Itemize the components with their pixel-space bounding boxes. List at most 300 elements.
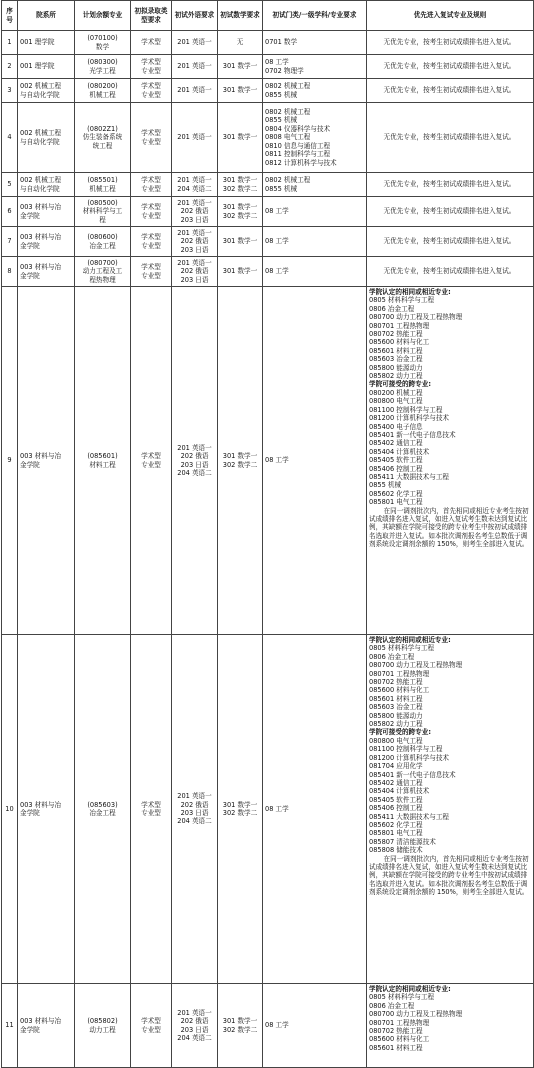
cell-line: 085602 化学工程 — [369, 820, 423, 829]
cell-line: 085404 计算机技术 — [369, 447, 430, 456]
no-cell: 1 — [2, 31, 18, 55]
dept-cell — [18, 227, 75, 257]
cell-line: 085601 材料工程 — [369, 694, 423, 703]
math-cell — [218, 227, 263, 257]
cell-line: 001 理学院 — [20, 62, 55, 71]
cell-line: 080702 热能工程 — [369, 678, 423, 687]
cell-line: 专业型 — [141, 90, 161, 99]
cell-line: (085802) — [87, 1017, 118, 1026]
major-cell — [75, 173, 131, 197]
cell-line: 学术型 — [141, 176, 161, 185]
cell-line: 201 英语一 — [177, 792, 212, 801]
cell-line: 冶金工程 — [89, 809, 116, 817]
cell-line: 301 数学一 — [222, 800, 258, 809]
cell-line: 301 数学一 — [222, 203, 258, 212]
rule-cell — [367, 257, 534, 287]
major-cell — [75, 227, 131, 257]
cell-line: 0855 机械 — [265, 116, 298, 125]
dept-cell — [18, 984, 75, 1068]
cell-line: 学院认定的相同或相近专业: — [369, 985, 451, 993]
dept-cell — [18, 287, 75, 635]
math-cell — [218, 287, 263, 635]
cell-line: 302 数学二 — [222, 460, 258, 469]
type-cell — [131, 984, 172, 1068]
cell-line: 专业型 — [141, 211, 161, 220]
rule-text: 无优先专业，按考生初试成绩排名进入复试。 — [383, 133, 516, 142]
cell-line: 与自动化学院 — [20, 184, 60, 193]
major-cell — [75, 79, 131, 103]
cell-line: 201 英语一 — [177, 1008, 212, 1017]
cell-line: 金学院 — [20, 271, 40, 280]
cell-line: 材料工程 — [89, 460, 116, 469]
cell-line: 203 日语 — [180, 809, 209, 817]
subject-cell — [263, 103, 367, 173]
cell-line: 085405 软件工程 — [369, 456, 423, 465]
cell-line: 080701 工程热物理 — [369, 321, 430, 330]
cell-line: 085807 清洁能源技术 — [369, 837, 436, 846]
rule-text: 在同一调剂批次内，首先相同或相近专业考生按初试成绩排名进入复试，如进入复试考生数未达到复试比例，其缺额在学院可接受的跨专业考生中按初试成绩排名选取并进入复试。如本批次调剂报名考生总数低于调剂系统设定调剂余额的 150%，则考生全部进入复试。 — [369, 506, 529, 549]
cell-line: 动力工程及工 — [82, 267, 123, 276]
header-row — [2, 1, 534, 31]
math-cell — [218, 31, 263, 55]
subject-cell — [263, 227, 367, 257]
cell-line: 085404 计算机技术 — [369, 787, 430, 796]
cell-line: 材料科学与工 — [82, 207, 123, 216]
cell-line: (080200) — [87, 82, 118, 91]
no-cell: 5 — [2, 173, 18, 197]
table-row — [2, 31, 534, 55]
foreign-lang-cell — [172, 55, 218, 79]
type-cell — [131, 79, 172, 103]
cell-line: 085405 软件工程 — [369, 795, 423, 804]
rule-cell — [367, 31, 534, 55]
cell-line: 201 英语一 — [177, 38, 212, 47]
major-cell — [75, 984, 131, 1068]
cell-line: 专业型 — [141, 184, 161, 193]
cell-line: 085808 储能技术 — [369, 846, 423, 855]
cell-line: 080701 工程热物理 — [369, 669, 430, 678]
cell-line: 程热物理 — [89, 275, 116, 284]
table-row — [2, 103, 534, 173]
cell-line: 08 工学 — [265, 1021, 289, 1030]
cell-line: 仿生装备系统 — [82, 133, 123, 142]
table-row — [2, 287, 534, 635]
cell-line: 学术型 — [141, 129, 161, 138]
cell-line: 学术型 — [141, 263, 161, 272]
cell-line: 085400 电子信息 — [369, 422, 423, 431]
cell-line: 0812 计算机科学与技术 — [265, 158, 337, 167]
no-cell: 2 — [2, 55, 18, 79]
major-cell — [75, 31, 131, 55]
cell-line: 003 材料与冶 — [20, 263, 62, 272]
cell-line: 080700 动力工程及工程热物理 — [369, 1010, 463, 1019]
cell-line: 0805 材料科学与工程 — [369, 296, 435, 305]
subject-cell — [263, 31, 367, 55]
header-cell: 院系所 — [18, 1, 75, 31]
cell-line: 201 英语一 — [177, 133, 212, 142]
cell-line: 与自动化学院 — [20, 90, 60, 99]
cell-line: 0805 材料科学与工程 — [369, 644, 435, 653]
cell-line: (080600) — [87, 233, 118, 242]
rule-cell — [367, 103, 534, 173]
math-cell — [218, 197, 263, 227]
type-cell — [131, 197, 172, 227]
dept-cell — [18, 103, 75, 173]
cell-line: 204 英语二 — [177, 468, 212, 477]
subject-cell — [263, 197, 367, 227]
cell-line: (0802Z1) — [87, 124, 118, 133]
cell-line: 0802 机械工程 — [265, 176, 311, 185]
cell-line: 003 材料与冶 — [20, 800, 62, 809]
cell-line: (070100) — [87, 34, 118, 43]
header-cell: 初拟录取类型要求 — [131, 1, 172, 31]
math-cell — [218, 984, 263, 1068]
cell-line: 金学院 — [20, 241, 40, 250]
cell-line: 专业型 — [141, 137, 161, 146]
cell-line: 085603 冶金工程 — [369, 703, 423, 712]
cell-line: 301 数学一 — [222, 176, 258, 185]
rule-text: 无优先专业，按考生初试成绩排名进入复试。 — [383, 38, 516, 47]
cell-line: 081100 控制科学与工程 — [369, 405, 443, 414]
cell-line: 201 英语一 — [177, 258, 212, 267]
table-row — [2, 257, 534, 287]
cell-line: 302 数学二 — [222, 211, 258, 220]
cell-line: 203 日语 — [180, 1025, 209, 1034]
cell-line: 08 工学 — [265, 58, 289, 67]
cell-line: 085600 材料与化工 — [369, 338, 430, 347]
foreign-lang-cell — [172, 173, 218, 197]
rule-text: 无优先专业，按考生初试成绩排名进入复试。 — [383, 237, 516, 246]
cell-line: 203 日语 — [180, 215, 209, 224]
cell-line: 0810 信息与通信工程 — [265, 141, 331, 150]
cell-line: 203 日语 — [180, 460, 209, 469]
math-cell — [218, 173, 263, 197]
dept-cell — [18, 257, 75, 287]
cell-line: 080702 热能工程 — [369, 330, 423, 339]
cell-line: 085411 大数据技术与工程 — [369, 472, 450, 481]
no-cell: 8 — [2, 257, 18, 287]
cell-line: 专业型 — [141, 271, 161, 280]
cell-line: 0701 数学 — [265, 38, 298, 47]
cell-line: 学术型 — [141, 38, 161, 47]
cell-line: 201 英语一 — [177, 228, 212, 237]
cell-line: 0806 冶金工程 — [369, 1001, 415, 1010]
cell-line: 002 机械工程 — [20, 82, 62, 91]
cell-line: 程 — [99, 215, 106, 224]
rule-cell — [367, 984, 534, 1068]
cell-line: 001 理学院 — [20, 38, 55, 47]
header-cell: 优先进入复试专业及规则 — [367, 1, 534, 31]
foreign-lang-cell — [172, 287, 218, 635]
major-cell — [75, 103, 131, 173]
cell-line: 学术型 — [141, 233, 161, 242]
cell-line: 085600 材料与化工 — [369, 686, 430, 695]
cell-line: (080500) — [87, 198, 118, 207]
no-cell: 4 — [2, 103, 18, 173]
no-cell: 11 — [2, 984, 18, 1068]
header-cell: 初试外语要求 — [172, 1, 218, 31]
dept-cell — [18, 635, 75, 984]
rule-cell — [367, 197, 534, 227]
cell-line: 080800 电气工程 — [369, 736, 423, 745]
cell-line: 08 工学 — [265, 237, 289, 246]
cell-line: (085601) — [87, 452, 118, 461]
cell-line: 学术型 — [141, 800, 161, 809]
math-cell — [218, 103, 263, 173]
header-cell: 序号 — [2, 1, 18, 31]
cell-line: 002 机械工程 — [20, 176, 62, 185]
math-cell — [218, 55, 263, 79]
no-cell: 9 — [2, 287, 18, 635]
cell-line: 003 材料与冶 — [20, 233, 62, 242]
cell-line: 085601 材料工程 — [369, 1043, 423, 1052]
foreign-lang-cell — [172, 227, 218, 257]
adjustment-table — [1, 0, 534, 1068]
cell-line: 081100 控制科学与工程 — [369, 745, 443, 754]
rule-text: 无优先专业，按考生初试成绩排名进入复试。 — [383, 62, 516, 71]
type-cell — [131, 31, 172, 55]
rule-text: 无优先专业，按考生初试成绩排名进入复试。 — [383, 180, 516, 189]
cell-line: 085602 化学工程 — [369, 489, 423, 498]
math-cell — [218, 257, 263, 287]
cell-line: 08 工学 — [265, 267, 289, 276]
table-row — [2, 227, 534, 257]
cell-line: 201 英语一 — [177, 86, 212, 95]
header-cell: 初试数学要求 — [218, 1, 263, 31]
foreign-lang-cell — [172, 197, 218, 227]
table-row — [2, 197, 534, 227]
cell-line: 学院可接受的跨专业: — [369, 728, 431, 737]
cell-line: 204 英语二 — [177, 184, 212, 193]
rule-cell — [367, 635, 534, 984]
cell-line: 光学工程 — [89, 66, 116, 75]
cell-line: 学院认定的相同或相近专业: — [369, 636, 451, 644]
cell-line: 金学院 — [20, 809, 40, 817]
cell-line: (085603) — [87, 800, 118, 809]
header-cell: 初试门类/一级学科/专业要求 — [263, 1, 367, 31]
foreign-lang-cell — [172, 103, 218, 173]
cell-line: 085401 新一代电子信息技术 — [369, 770, 456, 779]
table-row — [2, 55, 534, 79]
header-cell: 计划余额专业 — [75, 1, 131, 31]
dept-cell — [18, 79, 75, 103]
table-body — [2, 31, 534, 1068]
cell-line: 080200 机械工程 — [369, 388, 423, 397]
cell-line: 机械工程 — [89, 184, 116, 193]
table-row — [2, 635, 534, 984]
subject-cell — [263, 635, 367, 984]
cell-line: (080300) — [87, 58, 118, 67]
type-cell — [131, 257, 172, 287]
cell-line: (080700) — [87, 258, 118, 267]
dept-cell — [18, 173, 75, 197]
dept-cell — [18, 31, 75, 55]
cell-line: 085603 冶金工程 — [369, 355, 423, 364]
cell-line: 专业型 — [141, 1025, 161, 1034]
subject-cell — [263, 287, 367, 635]
subject-cell — [263, 79, 367, 103]
cell-line: 0702 物理学 — [265, 66, 304, 75]
cell-line: 085802 动力工程 — [369, 720, 423, 729]
cell-line: 081704 应用化学 — [369, 762, 423, 771]
major-cell — [75, 197, 131, 227]
rule-text: 在同一调剂批次内，首先相同或相近专业考生按初试成绩排名进入复试，如进入复试考生数未达到复试比例，其缺额在学院可接受的跨专业考生中按初试成绩排名选取并进入复试。如本批次调剂报名考生总数低于调剂系统设定调剂余额的 150%，则考生全部进入复试。 — [369, 854, 529, 897]
table-row — [2, 984, 534, 1068]
cell-line: 204 英语二 — [177, 1033, 212, 1042]
subject-cell — [263, 173, 367, 197]
cell-line: 302 数学二 — [222, 1025, 258, 1034]
cell-line: 专业型 — [141, 809, 161, 817]
major-cell — [75, 287, 131, 635]
cell-line: 085801 电气工程 — [369, 498, 423, 507]
no-cell: 10 — [2, 635, 18, 984]
cell-line: 201 英语一 — [177, 62, 212, 71]
foreign-lang-cell — [172, 257, 218, 287]
cell-line: 202 俄语 — [180, 267, 209, 276]
type-cell — [131, 103, 172, 173]
cell-line: 301 数学一 — [222, 452, 258, 461]
cell-line: 学院认定的相同或相近专业: — [369, 288, 451, 296]
cell-line: 0802 机械工程 — [265, 82, 311, 91]
cell-line: 学术型 — [141, 58, 161, 67]
cell-line: 金学院 — [20, 211, 40, 220]
cell-line: 202 俄语 — [180, 452, 209, 461]
cell-line: (085501) — [87, 176, 118, 185]
cell-line: 专业型 — [141, 241, 161, 250]
no-cell: 3 — [2, 79, 18, 103]
cell-line: 学术型 — [141, 82, 161, 91]
cell-line: 动力工程 — [89, 1025, 116, 1034]
dept-cell — [18, 55, 75, 79]
cell-line: 专业型 — [141, 66, 161, 75]
rule-text: 无优先专业，按考生初试成绩排名进入复试。 — [383, 86, 516, 95]
cell-line: 085600 材料与化工 — [369, 1035, 430, 1044]
subject-cell — [263, 257, 367, 287]
rule-cell — [367, 79, 534, 103]
math-cell — [218, 635, 263, 984]
cell-line: 0805 材料科学与工程 — [369, 993, 435, 1002]
cell-line: 080702 热能工程 — [369, 1027, 423, 1036]
cell-line: 0811 控制科学与工程 — [265, 150, 331, 159]
cell-line: 301 数学一 — [222, 86, 258, 95]
type-cell — [131, 227, 172, 257]
cell-line: 金学院 — [20, 460, 40, 469]
cell-line: 学术型 — [141, 1017, 161, 1026]
cell-line: 08 工学 — [265, 207, 289, 216]
cell-line: 085800 能源动力 — [369, 711, 423, 720]
cell-line: 203 日语 — [180, 275, 209, 284]
cell-line: 080700 动力工程及工程热物理 — [369, 661, 463, 670]
cell-line: 统工程 — [92, 141, 113, 150]
cell-line: 003 材料与冶 — [20, 203, 62, 212]
cell-line: 085402 通信工程 — [369, 439, 423, 448]
cell-line: 085406 控制工程 — [369, 804, 423, 813]
cell-line: 081200 计算机科学与技术 — [369, 753, 450, 762]
cell-line: 学术型 — [141, 203, 161, 212]
type-cell — [131, 173, 172, 197]
cell-line: 085411 大数据技术与工程 — [369, 812, 450, 821]
cell-line: 080701 工程热物理 — [369, 1018, 430, 1027]
cell-line: 0855 机械 — [369, 481, 402, 490]
cell-line: 002 机械工程 — [20, 129, 62, 138]
cell-line: 085402 通信工程 — [369, 778, 423, 787]
cell-line: 301 数学一 — [222, 237, 258, 246]
cell-line: 202 俄语 — [180, 207, 209, 216]
cell-line: 机械工程 — [89, 90, 116, 99]
cell-line: 301 数学一 — [222, 62, 258, 71]
cell-line: 085601 材料工程 — [369, 346, 423, 355]
no-cell: 6 — [2, 197, 18, 227]
cell-line: 081200 计算机科学与技术 — [369, 414, 450, 423]
cell-line: 203 日语 — [180, 245, 209, 254]
cell-line: 0808 电气工程 — [265, 133, 311, 142]
cell-line: 085401 新一代电子信息技术 — [369, 430, 456, 439]
cell-line: 204 英语二 — [177, 817, 212, 826]
table-row — [2, 173, 534, 197]
rule-text: 无优先专业，按考生初试成绩排名进入复试。 — [383, 267, 516, 276]
cell-line: 080800 电气工程 — [369, 397, 423, 406]
cell-line: 与自动化学院 — [20, 137, 60, 146]
cell-line: 085406 控制工程 — [369, 464, 423, 473]
cell-line: 201 英语一 — [177, 176, 212, 185]
cell-line: 0802 机械工程 — [265, 108, 311, 117]
rule-cell — [367, 227, 534, 257]
cell-line: 003 材料与冶 — [20, 1017, 62, 1026]
cell-line: 08 工学 — [265, 456, 289, 465]
type-cell — [131, 635, 172, 984]
foreign-lang-cell — [172, 31, 218, 55]
major-cell — [75, 55, 131, 79]
rule-text: 无优先专业，按考生初试成绩排名进入复试。 — [383, 207, 516, 216]
type-cell — [131, 55, 172, 79]
cell-line: 冶金工程 — [89, 241, 116, 250]
cell-line: 301 数学一 — [222, 133, 258, 142]
cell-line: 301 数学一 — [222, 1017, 258, 1026]
cell-line: 0855 机械 — [265, 90, 298, 99]
math-cell — [218, 79, 263, 103]
foreign-lang-cell — [172, 984, 218, 1068]
cell-line: 08 工学 — [265, 804, 289, 813]
cell-line: 0806 冶金工程 — [369, 304, 415, 313]
cell-line: 数学 — [95, 42, 110, 51]
subject-cell — [263, 984, 367, 1068]
cell-line: 学术型 — [141, 452, 161, 461]
no-cell: 7 — [2, 227, 18, 257]
major-cell — [75, 635, 131, 984]
major-cell — [75, 257, 131, 287]
cell-line: 0806 冶金工程 — [369, 652, 415, 661]
cell-line: 无 — [236, 38, 244, 47]
cell-line: 201 英语一 — [177, 198, 212, 207]
cell-line: 金学院 — [20, 1025, 40, 1034]
rule-cell — [367, 55, 534, 79]
rule-cell — [367, 173, 534, 197]
cell-line: 080700 动力工程及工程热物理 — [369, 313, 463, 322]
foreign-lang-cell — [172, 635, 218, 984]
cell-line: 302 数学二 — [222, 184, 258, 193]
cell-line: 003 材料与冶 — [20, 452, 62, 461]
cell-line: 085801 电气工程 — [369, 829, 423, 838]
type-cell — [131, 287, 172, 635]
cell-line: 202 俄语 — [180, 800, 209, 809]
foreign-lang-cell — [172, 79, 218, 103]
dept-cell — [18, 197, 75, 227]
subject-cell — [263, 55, 367, 79]
cell-line: 085802 动力工程 — [369, 372, 423, 381]
rule-cell — [367, 287, 534, 635]
cell-line: 085800 能源动力 — [369, 363, 423, 372]
cell-line: 301 数学一 — [222, 267, 258, 276]
